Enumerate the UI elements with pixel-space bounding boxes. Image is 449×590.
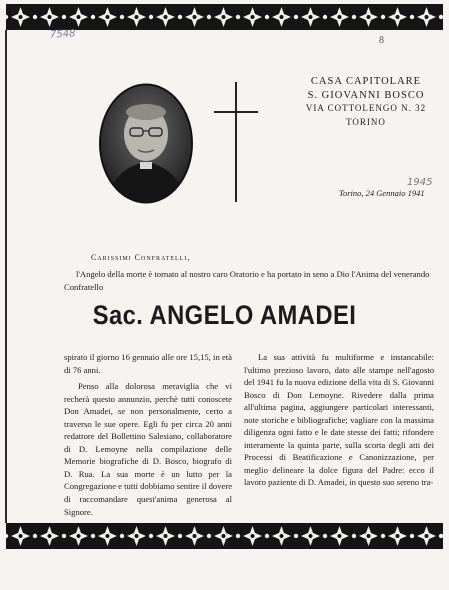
left-paragraph-2: Penso alla dolorosa meraviglia che vi recherà questo annunzio, perchè tutti conoscete Don Amadei, se non personalmente, certo a traverso le sue opere. Egli fu per circa 20 anni redattore del Bollettino Salesiano, collaboratore di D. Lemoyne nella compilazione delle Memorie biografiche di D. Bosco, biografo di D. Rua. La sua morte è un lutto per la Congregazione e tutti dobbiamo sentire il dovere di raccomandare quest'anima generosa al Signore.: [64, 381, 233, 517]
letterhead-line2: S. GIOVANNI BOSCO: [307, 89, 425, 101]
archive-mark: 8: [379, 35, 384, 46]
handwritten-year: 1945: [407, 177, 433, 188]
right-paragraph-1: La sua attività fu multiforme e instancabile: l'ultimo prezioso lavoro, dato alle stampe nell'agosto del 1941 fu la nuova edizione della vita di S. Giovanni Bosco di Don Lemoyne. Rivedere dalla prima all'ultima pagina, aggiungere particolari interessanti, note storiche e bibliografiche; vagliare con la massima diligenza ogni fatto e le date stesse dei fatti; rifondere interamente la quinta parte, sulla scorta degli atti dei Processi di Beatificazione e Canonizzazione, per meglio delineare la dolce figura del Padre: ecco il lavoro paziente di D. Amadei, in questo suo sereno tra-: [244, 352, 434, 488]
fleur-ornament-icon: [6, 4, 443, 30]
latin-cross-icon: [214, 82, 258, 202]
letterhead: [300, 75, 432, 129]
portrait-photo: [98, 82, 194, 205]
intro-paragraph: l'Angelo della morte è tornato al nostro caro Oratorio e ha portato in seno a Dio l'Anima del venerando Confratello: [64, 269, 430, 292]
deceased-name-heading: Sac. ANGELO AMADEI: [92, 300, 357, 330]
fleur-ornament-icon: [6, 523, 443, 549]
salutation: Carissimi Confratelli,: [91, 253, 191, 262]
letterhead-address: VIA COTTOLENGO N. 32: [305, 103, 427, 113]
archive-number: 7548: [49, 28, 76, 41]
place-date: Torino, 24 Gennaio 1941: [339, 188, 425, 198]
letterhead-line1: CASA CAPITOLARE: [310, 76, 422, 87]
letterhead-city: TORINO: [346, 116, 386, 127]
left-page-edge: [5, 30, 7, 523]
top-ornamental-border: [6, 4, 443, 30]
left-paragraph-1: spirato il giorno 16 gennaio alle ore 15,15, in età di 76 anni.: [64, 352, 232, 375]
bottom-ornamental-border: [6, 523, 443, 549]
right-column: [244, 351, 434, 493]
left-column: [64, 351, 232, 522]
